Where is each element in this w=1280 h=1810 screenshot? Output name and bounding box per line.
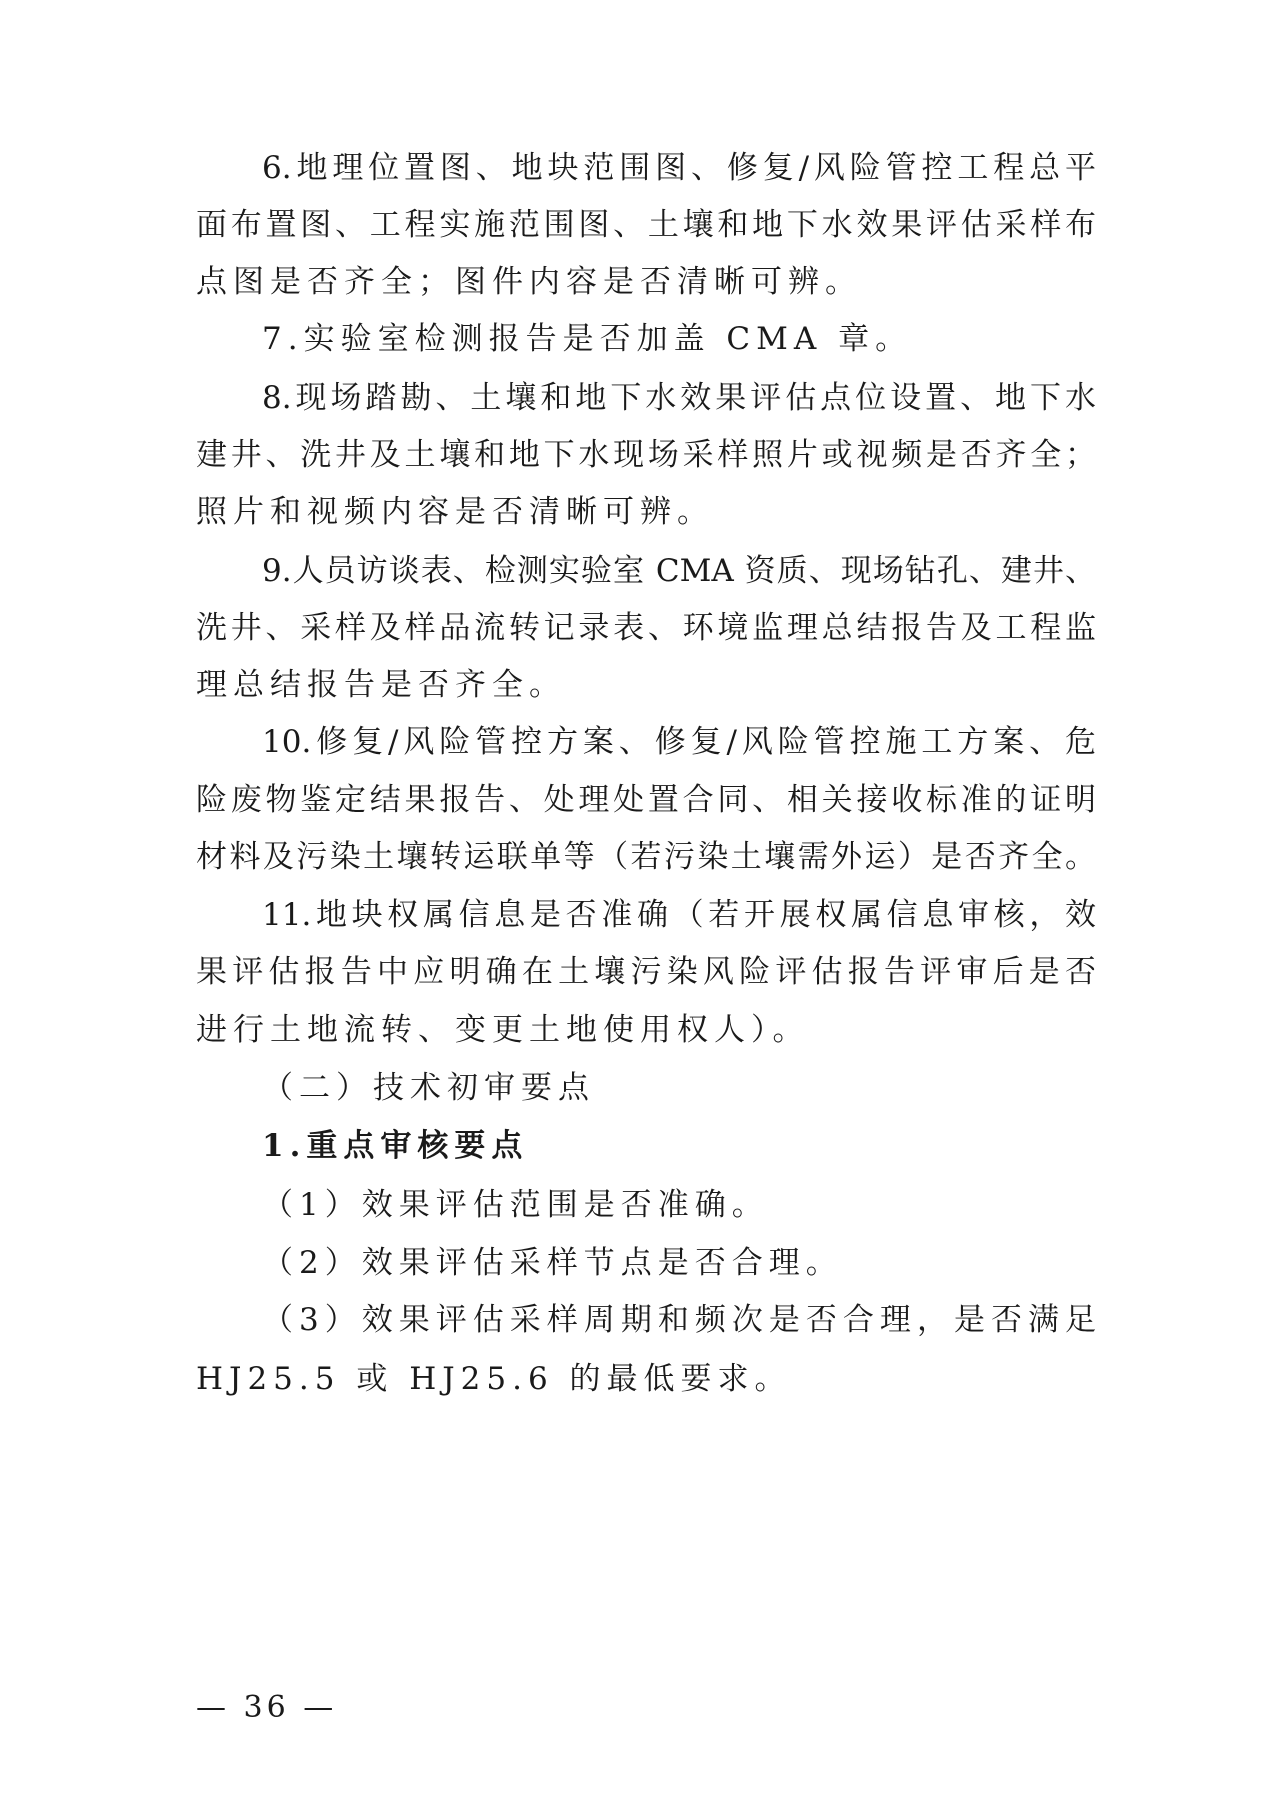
paragraph-6-line-2: 面布置图、工程实施范围图、土壤和地下水效果评估采样布 (196, 207, 1096, 243)
paragraph-7-line-1: 7.实验室检测报告是否加盖 CMA 章。 (262, 321, 913, 357)
paragraph-8-line-1: 8.现场踏勘、土壤和地下水效果评估点位设置、地下水 (262, 380, 1096, 416)
paragraph-10-line-1: 10.修复/风险管控方案、修复/风险管控施工方案、危 (262, 724, 1096, 760)
list-item-1: （1）效果评估范围是否准确。 (262, 1187, 769, 1223)
paragraph-10-line-2: 险废物鉴定结果报告、处理处置合同、相关接收标准的证明 (196, 782, 1096, 818)
paragraph-6-line-1: 6.地理位置图、地块范围图、修复/风险管控工程总平 (262, 150, 1096, 186)
list-item-3-line-1: （3）效果评估采样周期和频次是否合理，是否满足 (262, 1302, 1096, 1338)
paragraph-10-line-3: 材料及污染土壤转运联单等（若污染土壤需外运）是否齐全。 (196, 839, 1096, 875)
section-heading-2: （二）技术初审要点 (262, 1070, 595, 1106)
paragraph-11-line-2: 果评估报告中应明确在土壤污染风险评估报告评审后是否 (196, 954, 1096, 990)
paragraph-6-line-3: 点图是否齐全；图件内容是否清晰可辨。 (196, 264, 862, 300)
paragraph-11-line-1: 11.地块权属信息是否准确（若开展权属信息审核，效 (262, 897, 1096, 933)
paragraph-11-line-3: 进行土地流转、变更土地使用权人）。 (196, 1012, 810, 1048)
subsection-heading-1: 1.重点审核要点 (262, 1128, 529, 1164)
paragraph-9-line-2: 洗井、采样及样品流转记录表、环境监理总结报告及工程监 (196, 610, 1096, 646)
paragraph-9-line-3: 理总结报告是否齐全。 (196, 667, 566, 703)
page-number: — 36 — (196, 1690, 338, 1725)
list-item-3-line-2: HJ25.5 或 HJ25.6 的最低要求。 (196, 1361, 792, 1397)
list-item-2: （2）效果评估采样节点是否合理。 (262, 1245, 843, 1281)
paragraph-8-line-2: 建井、洗井及土壤和地下水现场采样照片或视频是否齐全； (196, 437, 1096, 473)
paragraph-8-line-3: 照片和视频内容是否清晰可辨。 (196, 494, 714, 530)
paragraph-9-line-1: 9.人员访谈表、检测实验室 CMA 资质、现场钻孔、建井、 (262, 553, 1096, 589)
